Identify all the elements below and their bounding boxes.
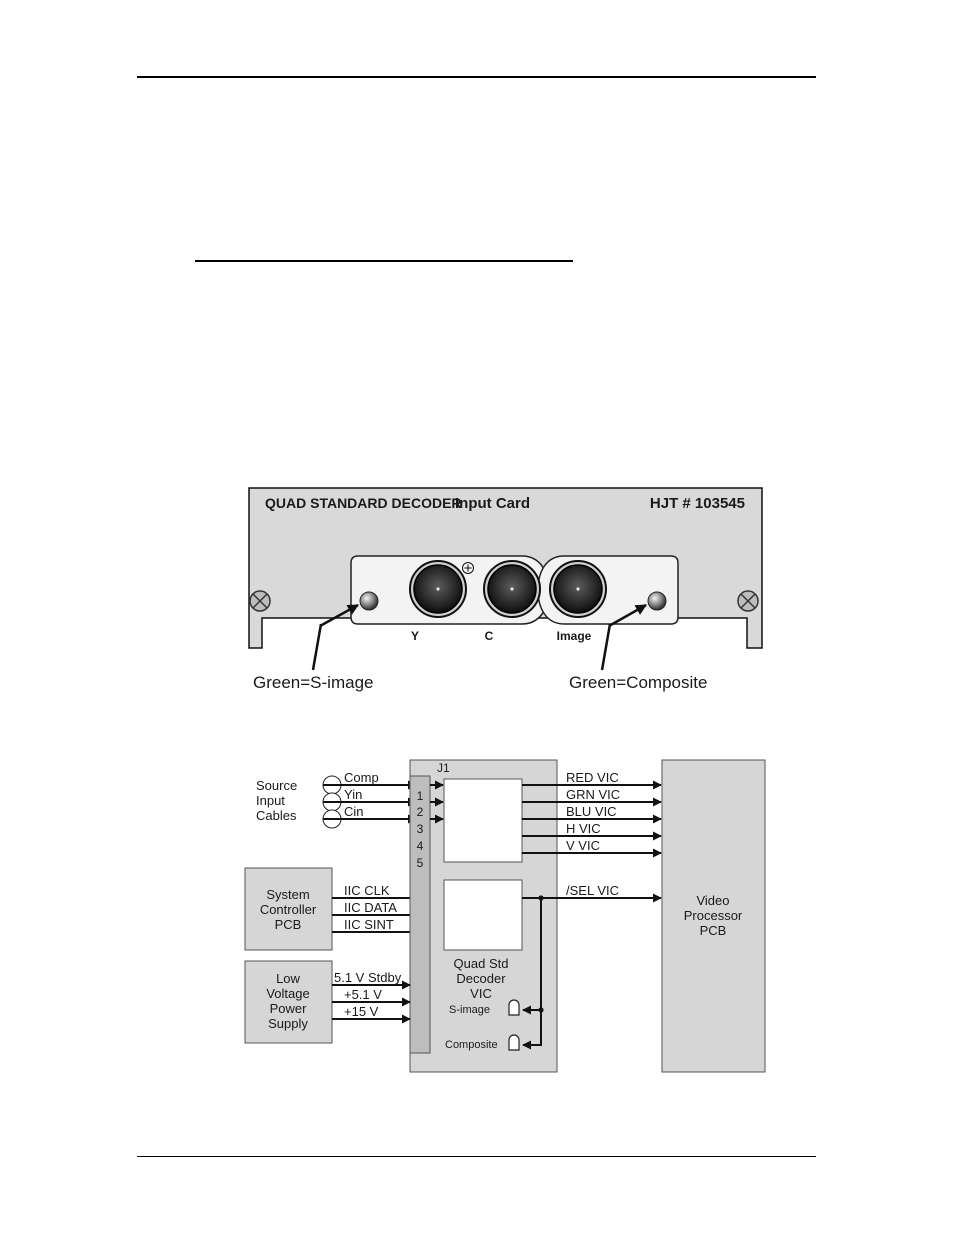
panel-title-suffix: Input Card: [455, 495, 530, 512]
video-processor-label: Video: [696, 893, 730, 908]
iic-data-label: IIC DATA: [344, 900, 397, 915]
input-label-cin: Cin: [344, 804, 364, 819]
system-controller-label: System: [266, 887, 310, 902]
output-label-red: RED VIC: [566, 770, 619, 785]
decoder-label: VIC: [470, 986, 492, 1001]
junction-dot: [538, 1007, 543, 1012]
panel-title: QUAD STANDARD DECODER: [265, 495, 462, 511]
plus-circle-icon: [463, 563, 474, 574]
input-label-yin: Yin: [344, 787, 363, 802]
pin-label: 3: [416, 822, 424, 836]
output-label-v: V VIC: [566, 838, 600, 853]
power-supply-label: Supply: [268, 1016, 308, 1031]
power-supply-label: Voltage: [266, 986, 310, 1001]
source-label-line: Cables: [256, 808, 297, 823]
output-label-grn: GRN VIC: [566, 787, 621, 802]
led-label-composite: Composite: [445, 1039, 498, 1051]
video-decoder-chip: [444, 779, 522, 862]
system-controller-label: PCB: [274, 917, 302, 932]
connector-name: J1: [437, 761, 450, 775]
callout-s-image: Green=S-image: [253, 673, 374, 692]
jack-label-c: C: [484, 629, 494, 643]
iic-sint-label: IIC SINT: [344, 917, 394, 932]
decoder-label: Quad Std: [453, 956, 509, 971]
composite-led-icon: [648, 592, 666, 610]
pin-label: 2: [416, 805, 424, 819]
composite-led-icon: [509, 1035, 519, 1050]
y-jack-icon: [410, 561, 466, 617]
power-rail-stdby: 5.1 V Stdby: [334, 970, 402, 985]
output-label-h: H VIC: [566, 821, 601, 836]
decoder-label: Decoder: [456, 971, 506, 986]
pin-label: 4: [416, 839, 424, 853]
callout-line: [602, 624, 610, 670]
power-supply-label: Low: [276, 971, 300, 986]
part-number: HJT # 103545: [649, 495, 745, 512]
block-diagram: [245, 760, 765, 1072]
jack-label-image: Image: [556, 629, 592, 643]
pin-label: 1: [416, 789, 424, 803]
s-image-led-icon: [360, 592, 378, 610]
image-jack-icon: [550, 561, 606, 617]
jack-label-y: Y: [410, 629, 420, 643]
s-image-led-icon: [509, 1000, 519, 1015]
c-jack-icon: [484, 561, 540, 617]
system-controller-label: Controller: [259, 902, 317, 917]
callout-line: [313, 624, 321, 670]
power-rail-5v: +5.1 V: [344, 987, 382, 1002]
iic-clk-label: IIC CLK: [344, 883, 390, 898]
video-processor-label: Processor: [683, 908, 743, 923]
control-chip: [444, 880, 522, 950]
right-screw-icon: [738, 591, 758, 611]
output-label-blu: BLU VIC: [566, 804, 617, 819]
left-screw-icon: [250, 591, 270, 611]
input-label-comp: Comp: [344, 770, 379, 785]
input-card-front-panel: [249, 488, 762, 692]
led-label-s-image: S-image: [449, 1004, 490, 1016]
source-label-line: Input: [256, 793, 285, 808]
power-rail-15v: +15 V: [344, 1004, 379, 1019]
video-processor-label: PCB: [699, 923, 727, 938]
callout-composite: Green=Composite: [569, 673, 708, 692]
power-supply-label: Power: [269, 1001, 307, 1016]
select-label: /SEL VIC: [566, 883, 619, 898]
pin-label: 5: [416, 856, 424, 870]
source-label-line: Source: [256, 778, 298, 793]
